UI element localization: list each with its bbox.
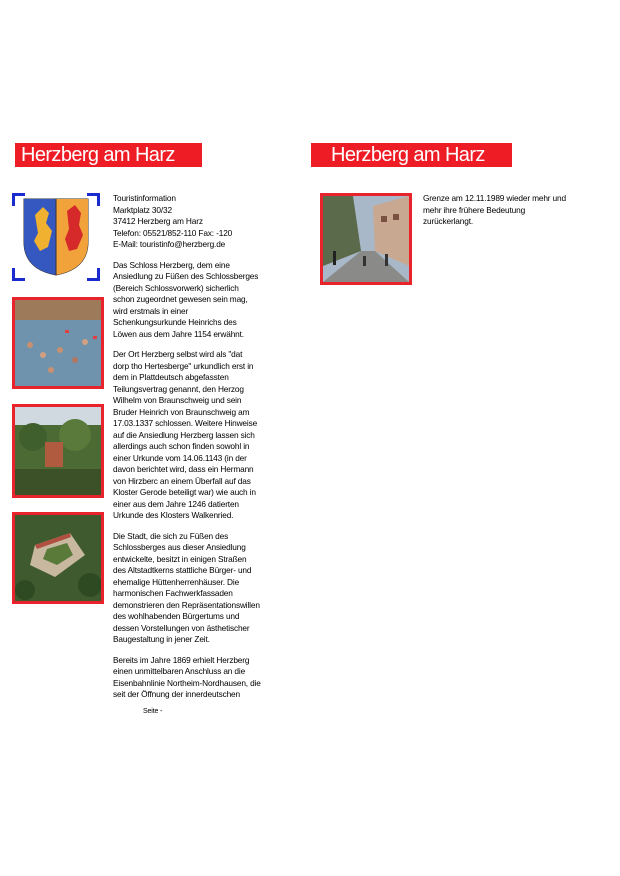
coat-of-arms-image	[21, 197, 91, 277]
text-line: von Hirzberc an einem Überfall auf das	[113, 475, 251, 486]
text-line: Wilhelm von Braunschweig und sein	[113, 395, 242, 405]
paragraph-old-town	[113, 531, 298, 646]
paragraph-town-history	[113, 349, 298, 522]
text-line: Der Ort Herzberg selbst wird als "dat	[113, 349, 243, 359]
text-line: Teilungsvertrag genannt, den Herzog	[113, 383, 244, 394]
text-line: Bereits im Jahre 1869 erhielt Herzberg	[113, 654, 250, 665]
left-page-text	[113, 193, 298, 710]
photo-swimming-lake	[12, 297, 104, 389]
text-line: seit der Öffnung der innerdeutschen	[113, 689, 240, 699]
left-page-title: Herzberg am Harz	[21, 144, 175, 166]
paragraph-railway	[113, 655, 298, 701]
photo-castle-wall	[12, 404, 104, 498]
text-line: entwickelte, besitzt in einigen Straßen	[113, 553, 247, 564]
text-line: Eisenbahnlinie Northeim-Nordhausen, die	[113, 677, 261, 688]
page-footer	[143, 706, 162, 718]
text-line: des wohlhabenden Bürgertums und	[113, 611, 240, 621]
photo-aerial-castle	[12, 512, 104, 604]
text-line: des Altstadtkerns stattliche Bürger- und	[113, 565, 252, 575]
text-line: einen unmittelbaren Anschluss an die	[113, 666, 246, 676]
text-line: Baugestaltung in jener Zeit.	[113, 634, 210, 644]
text-line: Die Stadt, die sich zu Füßen des	[113, 530, 229, 541]
text-line: schon zugeordnet gewesen sein mag,	[113, 294, 248, 304]
text-line: ehemalige Hüttenherrenhäuser. Die	[113, 576, 240, 587]
text-line: einer Urkunde vom 14.06.1143 (in der	[113, 452, 247, 463]
contact-line: Telefon: 05521/852-110 Fax: -120	[113, 227, 233, 238]
photo-town-street	[320, 193, 412, 285]
paragraph-border-opening	[423, 193, 618, 228]
text-line: Bruder Heinrich von Braunschweig am	[113, 406, 250, 417]
text-line: 17.03.1337 schlossen. Weitere Hinweise	[113, 418, 258, 428]
left-page-title-banner	[15, 143, 202, 167]
text-line: dem in Plattdeutsch abgefassten	[113, 372, 229, 382]
contact-line: Marktplatz 30/32	[113, 204, 172, 215]
text-line: wird erstmals in einer	[113, 305, 189, 316]
text-line: Schlossberges aus dieser Ansiedlung	[113, 542, 246, 552]
text-line: demonstrieren den Repräsentationswillen	[113, 599, 260, 610]
right-page-title: Herzberg am Harz	[331, 144, 485, 166]
text-line: auf die Ansiedlung Herzberg lassen sich	[113, 429, 255, 440]
text-line: Ansiedlung zu Füßen des Schlossberges	[113, 271, 259, 281]
text-line: dorp tho Hertesberge" urkundlich erst in	[113, 360, 254, 371]
contact-block	[113, 193, 298, 251]
coat-of-arms-frame	[12, 193, 100, 281]
page-number-label: Seite -	[143, 708, 163, 715]
text-line: zurückerlangt.	[423, 216, 474, 226]
text-line: dessen Vorstellungen von ästhetischer	[113, 622, 250, 633]
right-page-text	[423, 193, 618, 237]
contact-line: 37412 Herzberg am Harz	[113, 216, 203, 226]
contact-email: E-Mail: touristinfo@herzberg.de	[113, 239, 226, 249]
text-line: davon berichtet wird, dass ein Hermann	[113, 464, 254, 474]
text-line: mehr ihre frühere Bedeutung	[423, 204, 526, 215]
paragraph-castle	[113, 260, 298, 341]
text-line: Urkunde des Klosters Walkenried.	[113, 510, 234, 520]
text-line: Kloster Gerode beteiligt war) wie auch in	[113, 487, 256, 497]
text-line: harmonischen Fachwerkfassaden	[113, 588, 233, 598]
text-line: Grenze am 12.11.1989 wieder mehr und	[423, 193, 566, 203]
text-line: Löwen aus dem Jahre 1154 erwähnt.	[113, 328, 244, 339]
right-page-title-banner	[311, 143, 512, 167]
text-line: (Bereich Schlossvorwerk) sicherlich	[113, 282, 239, 293]
text-line: allerdings auch schon finden sowohl in	[113, 441, 250, 451]
contact-line: Touristinformation	[113, 193, 176, 203]
text-line: einer aus dem Jahre 1246 datierten	[113, 498, 239, 509]
text-line: Das Schloss Herzberg, dem eine	[113, 259, 230, 270]
text-line: Schenkungsurkunde Heinrichs des	[113, 317, 237, 327]
